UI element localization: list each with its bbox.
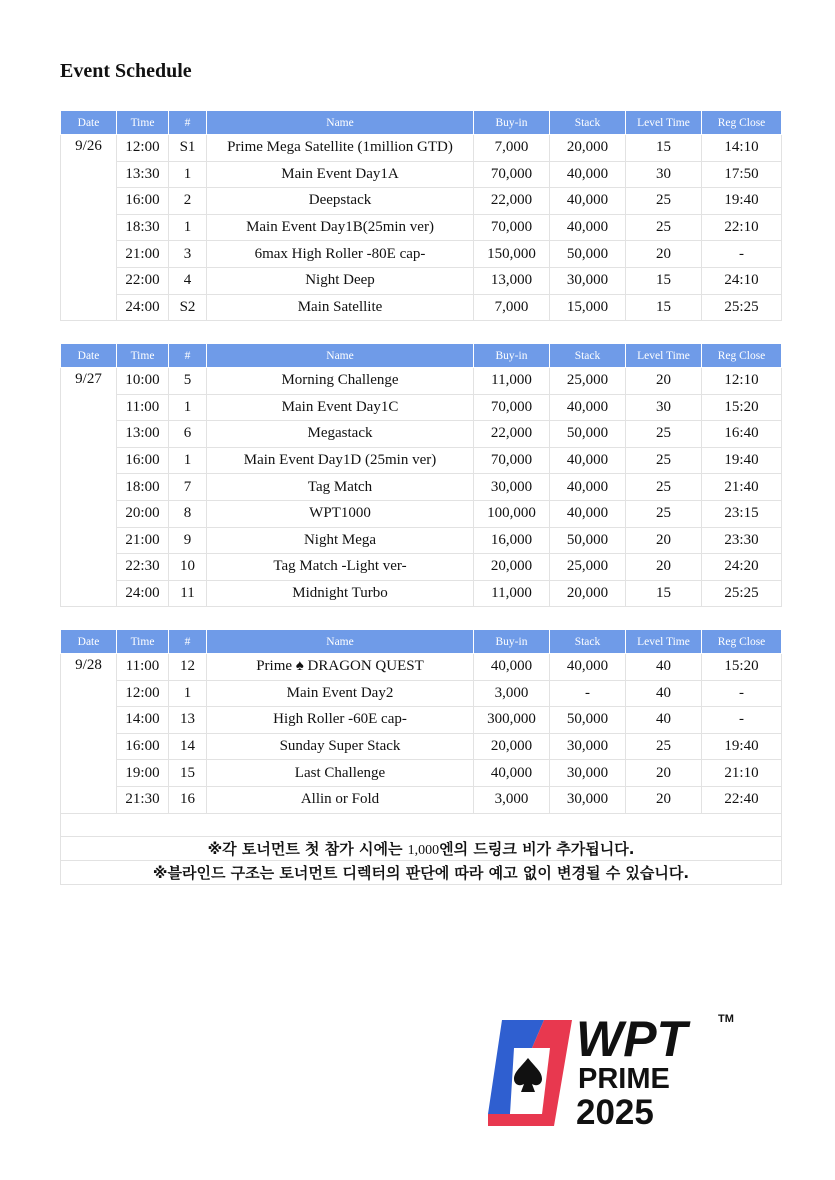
table-row — [61, 267, 782, 294]
cell-level: 15 — [626, 294, 702, 321]
table-header-row — [61, 111, 782, 135]
cell-stack: - — [550, 680, 626, 707]
note-text: 엔의 드링크 비가 추가됩니다. — [439, 839, 635, 858]
column-header: Time — [117, 344, 169, 368]
cell-num: 1 — [169, 161, 207, 188]
cell-time: 21:30 — [117, 786, 169, 813]
spacer-cell — [61, 813, 782, 836]
cell-num: 7 — [169, 474, 207, 501]
cell-close: 15:20 — [702, 654, 782, 681]
cell-num: 1 — [169, 214, 207, 241]
cell-num: 14 — [169, 733, 207, 760]
cell-buyin: 20,000 — [474, 733, 550, 760]
table-row — [61, 786, 782, 813]
table-row — [61, 680, 782, 707]
blind-structure-note: ※블라인드 구조는 토너먼트 디렉터의 판단에 따라 예고 없이 변경될 수 있습니다. — [61, 860, 782, 884]
cell-time: 10:00 — [117, 368, 169, 395]
cell-buyin: 100,000 — [474, 500, 550, 527]
schedule-table-day-1 — [60, 110, 782, 321]
cell-level: 20 — [626, 368, 702, 395]
cell-num: 1 — [169, 447, 207, 474]
table-row — [61, 214, 782, 241]
cell-close: 14:10 — [702, 135, 782, 162]
cell-buyin: 30,000 — [474, 474, 550, 501]
table-row — [61, 421, 782, 448]
cell-close: 19:40 — [702, 733, 782, 760]
cell-buyin: 70,000 — [474, 161, 550, 188]
cell-close: 25:25 — [702, 294, 782, 321]
cell-time: 16:00 — [117, 447, 169, 474]
column-header: Time — [117, 111, 169, 135]
cell-buyin: 13,000 — [474, 267, 550, 294]
cell-buyin: 16,000 — [474, 527, 550, 554]
note-row — [61, 836, 782, 860]
cell-buyin: 70,000 — [474, 394, 550, 421]
cell-buyin: 7,000 — [474, 294, 550, 321]
cell-level: 20 — [626, 760, 702, 787]
cell-name: Prime Mega Satellite (1million GTD) — [207, 135, 474, 162]
cell-num: 16 — [169, 786, 207, 813]
cell-name: Megastack — [207, 421, 474, 448]
cell-name: Main Event Day2 — [207, 680, 474, 707]
date-cell: 9/28 — [61, 654, 117, 814]
cell-close: - — [702, 680, 782, 707]
table-row — [61, 527, 782, 554]
drink-fee-note — [61, 836, 782, 860]
cell-stack: 30,000 — [550, 733, 626, 760]
cell-stack: 50,000 — [550, 707, 626, 734]
column-header: Date — [61, 111, 117, 135]
cell-time: 11:00 — [117, 394, 169, 421]
cell-close: 24:10 — [702, 267, 782, 294]
cell-num: S1 — [169, 135, 207, 162]
cell-buyin: 11,000 — [474, 368, 550, 395]
cell-time: 18:00 — [117, 474, 169, 501]
cell-close: 16:40 — [702, 421, 782, 448]
cell-num: 1 — [169, 394, 207, 421]
table-row — [61, 135, 782, 162]
cell-time: 18:30 — [117, 214, 169, 241]
cell-close: 22:40 — [702, 786, 782, 813]
cell-close: 24:20 — [702, 554, 782, 581]
cell-time: 19:00 — [117, 760, 169, 787]
cell-level: 20 — [626, 554, 702, 581]
cell-level: 25 — [626, 421, 702, 448]
table-row — [61, 294, 782, 321]
cell-close: 21:10 — [702, 760, 782, 787]
cell-buyin: 11,000 — [474, 580, 550, 607]
cell-time: 16:00 — [117, 733, 169, 760]
table-row — [61, 161, 782, 188]
column-header: Date — [61, 630, 117, 654]
cell-name: Deepstack — [207, 188, 474, 215]
cell-level: 25 — [626, 733, 702, 760]
cell-time: 21:00 — [117, 241, 169, 268]
cell-stack: 15,000 — [550, 294, 626, 321]
cell-time: 13:30 — [117, 161, 169, 188]
cell-stack: 50,000 — [550, 241, 626, 268]
cell-name: Night Mega — [207, 527, 474, 554]
cell-level: 30 — [626, 394, 702, 421]
cell-buyin: 3,000 — [474, 680, 550, 707]
cell-time: 12:00 — [117, 135, 169, 162]
cell-buyin: 150,000 — [474, 241, 550, 268]
cell-name: Main Event Day1B(25min ver) — [207, 214, 474, 241]
table-row — [61, 188, 782, 215]
cell-time: 20:00 — [117, 500, 169, 527]
cell-name: Night Deep — [207, 267, 474, 294]
schedule-table-day-2 — [60, 343, 782, 607]
table-header-row — [61, 344, 782, 368]
wpt-prime-2025-logo — [480, 1008, 740, 1132]
cell-level: 15 — [626, 580, 702, 607]
cell-name: Last Challenge — [207, 760, 474, 787]
column-header: Name — [207, 111, 474, 135]
schedule-table-day-3 — [60, 629, 782, 885]
column-header: # — [169, 344, 207, 368]
cell-level: 15 — [626, 267, 702, 294]
column-header: Reg Close — [702, 630, 782, 654]
column-header: Name — [207, 344, 474, 368]
table-row — [61, 654, 782, 681]
cell-stack: 40,000 — [550, 214, 626, 241]
table-row — [61, 368, 782, 395]
cell-time: 22:30 — [117, 554, 169, 581]
cell-num: 9 — [169, 527, 207, 554]
cell-name: Allin or Fold — [207, 786, 474, 813]
cell-buyin: 70,000 — [474, 447, 550, 474]
cell-name: Sunday Super Stack — [207, 733, 474, 760]
cell-stack: 40,000 — [550, 188, 626, 215]
cell-name: WPT1000 — [207, 500, 474, 527]
date-cell: 9/26 — [61, 135, 117, 321]
cell-level: 40 — [626, 680, 702, 707]
cell-stack: 25,000 — [550, 368, 626, 395]
cell-name: Main Event Day1C — [207, 394, 474, 421]
cell-num: 6 — [169, 421, 207, 448]
column-header: Level Time — [626, 111, 702, 135]
column-header: Reg Close — [702, 344, 782, 368]
cell-close: - — [702, 241, 782, 268]
cell-num: 1 — [169, 680, 207, 707]
column-header: # — [169, 111, 207, 135]
cell-buyin: 40,000 — [474, 760, 550, 787]
cell-time: 24:00 — [117, 580, 169, 607]
cell-buyin: 40,000 — [474, 654, 550, 681]
column-header: # — [169, 630, 207, 654]
cell-stack: 30,000 — [550, 267, 626, 294]
cell-name: Tag Match — [207, 474, 474, 501]
cell-num: 13 — [169, 707, 207, 734]
cell-name: Tag Match -Light ver- — [207, 554, 474, 581]
cell-close: 12:10 — [702, 368, 782, 395]
cell-buyin: 3,000 — [474, 786, 550, 813]
cell-stack: 20,000 — [550, 135, 626, 162]
logo-prime-text: PRIME — [578, 1063, 670, 1095]
cell-num: 2 — [169, 188, 207, 215]
cell-buyin: 22,000 — [474, 188, 550, 215]
cell-time: 12:00 — [117, 680, 169, 707]
table-row — [61, 474, 782, 501]
cell-close: 19:40 — [702, 188, 782, 215]
table-row — [61, 554, 782, 581]
cell-level: 25 — [626, 500, 702, 527]
cell-level: 15 — [626, 135, 702, 162]
cell-stack: 40,000 — [550, 500, 626, 527]
logo-year-text: 2025 — [576, 1093, 654, 1132]
note-row — [61, 860, 782, 884]
table-row — [61, 733, 782, 760]
cell-level: 20 — [626, 786, 702, 813]
cell-name: High Roller -60E cap- — [207, 707, 474, 734]
cell-close: 22:10 — [702, 214, 782, 241]
column-header: Date — [61, 344, 117, 368]
cell-level: 20 — [626, 241, 702, 268]
cell-stack: 50,000 — [550, 527, 626, 554]
table-row — [61, 707, 782, 734]
cell-num: 15 — [169, 760, 207, 787]
cell-stack: 30,000 — [550, 760, 626, 787]
table-row — [61, 500, 782, 527]
cell-stack: 40,000 — [550, 474, 626, 501]
cell-time: 11:00 — [117, 654, 169, 681]
cell-num: 3 — [169, 241, 207, 268]
column-header: Level Time — [626, 630, 702, 654]
cell-level: 25 — [626, 214, 702, 241]
cell-buyin: 70,000 — [474, 214, 550, 241]
column-header: Stack — [550, 111, 626, 135]
column-header: Level Time — [626, 344, 702, 368]
cell-stack: 20,000 — [550, 580, 626, 607]
column-header: Time — [117, 630, 169, 654]
cell-name: Main Event Day1A — [207, 161, 474, 188]
column-header: Buy-in — [474, 630, 550, 654]
cell-level: 25 — [626, 188, 702, 215]
table-row — [61, 394, 782, 421]
cell-level: 40 — [626, 654, 702, 681]
cell-time: 13:00 — [117, 421, 169, 448]
cell-name: Main Satellite — [207, 294, 474, 321]
cell-num: 10 — [169, 554, 207, 581]
cell-name: Main Event Day1D (25min ver) — [207, 447, 474, 474]
cell-num: 12 — [169, 654, 207, 681]
cell-time: 21:00 — [117, 527, 169, 554]
cell-buyin: 20,000 — [474, 554, 550, 581]
column-header: Name — [207, 630, 474, 654]
cell-stack: 25,000 — [550, 554, 626, 581]
cell-close: 15:20 — [702, 394, 782, 421]
logo-tm-text: TM — [718, 1013, 734, 1025]
cell-stack: 40,000 — [550, 447, 626, 474]
spacer-row — [61, 813, 782, 836]
cell-time: 22:00 — [117, 267, 169, 294]
column-header: Stack — [550, 344, 626, 368]
cell-level: 25 — [626, 474, 702, 501]
cell-time: 24:00 — [117, 294, 169, 321]
column-header: Stack — [550, 630, 626, 654]
cell-name: Prime ♠ DRAGON QUEST — [207, 654, 474, 681]
cell-close: - — [702, 707, 782, 734]
cell-buyin: 22,000 — [474, 421, 550, 448]
cell-num: 5 — [169, 368, 207, 395]
column-header: Reg Close — [702, 111, 782, 135]
cell-stack: 50,000 — [550, 421, 626, 448]
table-header-row — [61, 630, 782, 654]
column-header: Buy-in — [474, 344, 550, 368]
cell-level: 20 — [626, 527, 702, 554]
cell-stack: 40,000 — [550, 394, 626, 421]
cell-close: 19:40 — [702, 447, 782, 474]
cell-level: 30 — [626, 161, 702, 188]
cell-level: 25 — [626, 447, 702, 474]
cell-buyin: 300,000 — [474, 707, 550, 734]
table-row — [61, 447, 782, 474]
cell-num: 8 — [169, 500, 207, 527]
cell-name: Midnight Turbo — [207, 580, 474, 607]
cell-num: 4 — [169, 267, 207, 294]
column-header: Buy-in — [474, 111, 550, 135]
cell-stack: 30,000 — [550, 786, 626, 813]
cell-num: S2 — [169, 294, 207, 321]
cell-buyin: 7,000 — [474, 135, 550, 162]
note-text: 1,000 — [407, 842, 440, 858]
cell-time: 16:00 — [117, 188, 169, 215]
cell-close: 23:15 — [702, 500, 782, 527]
cell-name: 6max High Roller -80E cap- — [207, 241, 474, 268]
cell-close: 21:40 — [702, 474, 782, 501]
cell-close: 17:50 — [702, 161, 782, 188]
cell-name: Morning Challenge — [207, 368, 474, 395]
cell-stack: 40,000 — [550, 654, 626, 681]
table-row — [61, 760, 782, 787]
cell-time: 14:00 — [117, 707, 169, 734]
date-cell: 9/27 — [61, 368, 117, 607]
table-row — [61, 580, 782, 607]
cell-num: 11 — [169, 580, 207, 607]
cell-close: 25:25 — [702, 580, 782, 607]
cell-level: 40 — [626, 707, 702, 734]
note-text: ※각 토너먼트 첫 참가 시에는 — [207, 839, 408, 858]
cell-close: 23:30 — [702, 527, 782, 554]
logo-wpt-text: WPT — [576, 1011, 688, 1067]
table-row — [61, 241, 782, 268]
cell-stack: 40,000 — [550, 161, 626, 188]
page-title: Event Schedule — [60, 60, 192, 82]
